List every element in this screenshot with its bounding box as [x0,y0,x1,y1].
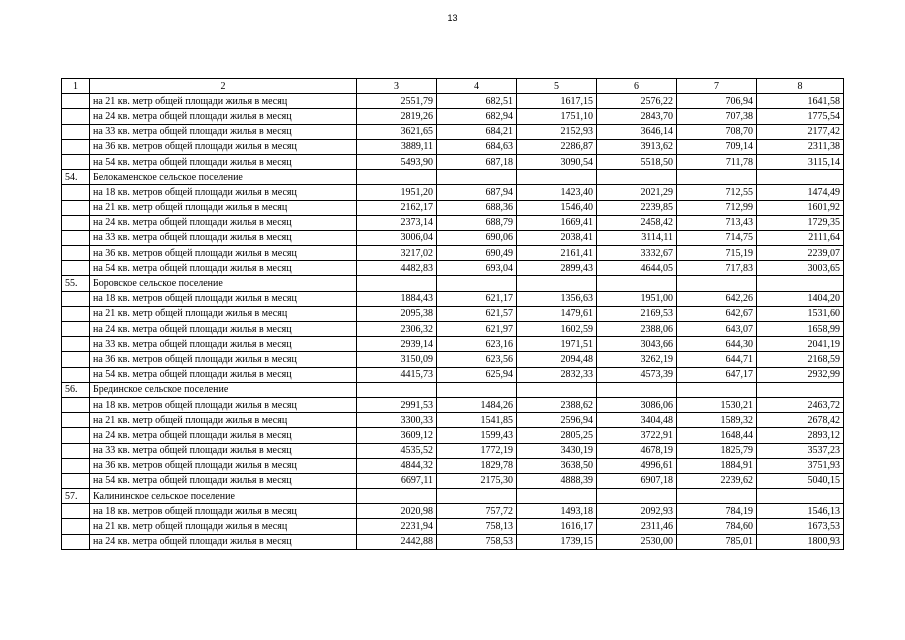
value-cell: 2169,53 [597,306,677,321]
table-row [62,504,844,519]
value-cell: 1404,20 [757,291,844,306]
empty-cell [677,170,757,185]
empty-cell [437,382,517,397]
value-cell: 758,13 [437,519,517,534]
value-cell: 714,75 [677,230,757,245]
section-number: 54. [62,170,90,185]
value-cell: 1531,60 [757,306,844,321]
value-cell: 784,19 [677,504,757,519]
empty-index-cell [62,504,90,519]
section-row [62,276,844,291]
empty-index-cell [62,94,90,109]
row-description: на 54 кв. метра общей площади жилья в месяц [90,154,357,169]
value-cell: 1530,21 [677,397,757,412]
empty-index-cell [62,443,90,458]
value-cell: 2306,32 [357,322,437,337]
empty-cell [437,170,517,185]
value-cell: 4535,52 [357,443,437,458]
value-cell: 1541,85 [437,413,517,428]
value-cell: 2373,14 [357,215,437,230]
value-cell: 1825,79 [677,443,757,458]
value-cell: 2832,33 [517,367,597,382]
value-cell: 4888,39 [517,473,597,488]
empty-index-cell [62,397,90,412]
value-cell: 4996,61 [597,458,677,473]
value-cell: 706,94 [677,94,757,109]
empty-index-cell [62,534,90,549]
column-header: 6 [597,79,677,94]
row-description: на 24 кв. метра общей площади жилья в месяц [90,322,357,337]
empty-index-cell [62,473,90,488]
empty-cell [597,170,677,185]
value-cell: 4678,19 [597,443,677,458]
page-number: 13 [447,13,458,23]
empty-cell [597,276,677,291]
value-cell: 1800,93 [757,534,844,549]
value-cell: 3537,23 [757,443,844,458]
empty-cell [757,382,844,397]
table-row [62,230,844,245]
value-cell: 682,51 [437,94,517,109]
value-cell: 1474,49 [757,185,844,200]
value-cell: 3217,02 [357,246,437,261]
value-cell: 5493,90 [357,154,437,169]
value-cell: 2177,42 [757,124,844,139]
value-cell: 2805,25 [517,428,597,443]
value-cell: 5518,50 [597,154,677,169]
table-row [62,261,844,276]
value-cell: 6907,18 [597,473,677,488]
value-cell: 2175,30 [437,473,517,488]
value-cell: 687,18 [437,154,517,169]
empty-index-cell [62,215,90,230]
value-cell: 1669,41 [517,215,597,230]
value-cell: 642,26 [677,291,757,306]
row-description: на 18 кв. метров общей площади жилья в месяц [90,291,357,306]
value-cell: 623,16 [437,337,517,352]
empty-index-cell [62,291,90,306]
empty-index-cell [62,139,90,154]
table-row [62,428,844,443]
value-cell: 1729,35 [757,215,844,230]
value-cell: 2678,42 [757,413,844,428]
table-row [62,519,844,534]
empty-index-cell [62,109,90,124]
value-cell: 621,17 [437,291,517,306]
row-description: на 18 кв. метров общей площади жилья в месяц [90,397,357,412]
empty-index-cell [62,413,90,428]
section-row [62,170,844,185]
value-cell: 2231,94 [357,519,437,534]
value-cell: 1617,15 [517,94,597,109]
table-row [62,306,844,321]
value-cell: 3913,62 [597,139,677,154]
value-cell: 623,56 [437,352,517,367]
value-cell: 715,19 [677,246,757,261]
value-cell: 1739,15 [517,534,597,549]
value-cell: 643,07 [677,322,757,337]
value-cell: 713,43 [677,215,757,230]
empty-index-cell [62,322,90,337]
value-cell: 6697,11 [357,473,437,488]
empty-cell [517,489,597,504]
row-description: на 36 кв. метров общей площади жилья в месяц [90,352,357,367]
value-cell: 1884,43 [357,291,437,306]
empty-cell [517,276,597,291]
value-cell: 1493,18 [517,504,597,519]
value-cell: 2899,43 [517,261,597,276]
empty-cell [677,489,757,504]
value-cell: 785,01 [677,534,757,549]
row-description: на 36 кв. метров общей площади жилья в месяц [90,246,357,261]
value-cell: 2932,99 [757,367,844,382]
empty-cell [757,276,844,291]
value-cell: 3150,09 [357,352,437,367]
value-cell: 2038,41 [517,230,597,245]
value-cell: 4644,05 [597,261,677,276]
row-description: на 24 кв. метра общей площади жилья в месяц [90,428,357,443]
value-cell: 3751,93 [757,458,844,473]
value-cell: 684,21 [437,124,517,139]
value-cell: 684,63 [437,139,517,154]
row-description: на 21 кв. метр общей площади жилья в месяц [90,200,357,215]
value-cell: 1951,20 [357,185,437,200]
value-cell: 2939,14 [357,337,437,352]
empty-index-cell [62,261,90,276]
value-cell: 1772,19 [437,443,517,458]
row-description: на 36 кв. метров общей площади жилья в месяц [90,139,357,154]
value-cell: 690,49 [437,246,517,261]
value-cell: 1751,10 [517,109,597,124]
value-cell: 690,06 [437,230,517,245]
empty-index-cell [62,337,90,352]
value-cell: 1616,17 [517,519,597,534]
value-cell: 647,17 [677,367,757,382]
table-row [62,109,844,124]
empty-index-cell [62,428,90,443]
value-cell: 1479,61 [517,306,597,321]
tariff-table [61,78,844,550]
section-title: Калининское сельское поселение [90,489,357,504]
value-cell: 1546,40 [517,200,597,215]
column-header: 1 [62,79,90,94]
value-cell: 3404,48 [597,413,677,428]
value-cell: 1884,91 [677,458,757,473]
table-row [62,124,844,139]
value-cell: 1484,26 [437,397,517,412]
row-description: на 33 кв. метра общей площади жилья в месяц [90,443,357,458]
value-cell: 1971,51 [517,337,597,352]
value-cell: 2819,26 [357,109,437,124]
row-description: на 21 кв. метр общей площади жилья в месяц [90,306,357,321]
table-row [62,473,844,488]
value-cell: 711,78 [677,154,757,169]
value-cell: 709,14 [677,139,757,154]
table-body [62,94,844,550]
table-row [62,352,844,367]
value-cell: 2162,17 [357,200,437,215]
value-cell: 2596,94 [517,413,597,428]
value-cell: 1658,99 [757,322,844,337]
table-row [62,443,844,458]
empty-index-cell [62,306,90,321]
empty-index-cell [62,246,90,261]
value-cell: 2152,93 [517,124,597,139]
section-title: Боровское сельское поселение [90,276,357,291]
empty-cell [677,276,757,291]
value-cell: 644,30 [677,337,757,352]
empty-index-cell [62,185,90,200]
row-description: на 24 кв. метра общей площади жилья в месяц [90,215,357,230]
row-description: на 24 кв. метра общей площади жилья в месяц [90,109,357,124]
section-number: 57. [62,489,90,504]
value-cell: 1951,00 [597,291,677,306]
section-title: Белокаменское сельское поселение [90,170,357,185]
empty-cell [597,382,677,397]
value-cell: 1673,53 [757,519,844,534]
table-row [62,139,844,154]
empty-cell [677,382,757,397]
value-cell: 4415,73 [357,367,437,382]
value-cell: 642,67 [677,306,757,321]
value-cell: 2092,93 [597,504,677,519]
row-description: на 33 кв. метра общей площади жилья в месяц [90,230,357,245]
value-cell: 2161,41 [517,246,597,261]
value-cell: 688,79 [437,215,517,230]
row-description: на 54 кв. метра общей площади жилья в месяц [90,367,357,382]
value-cell: 708,70 [677,124,757,139]
column-header: 8 [757,79,844,94]
section-row [62,382,844,397]
empty-cell [357,489,437,504]
value-cell: 3003,65 [757,261,844,276]
value-cell: 3722,91 [597,428,677,443]
value-cell: 3621,65 [357,124,437,139]
value-cell: 2094,48 [517,352,597,367]
empty-index-cell [62,230,90,245]
value-cell: 3332,67 [597,246,677,261]
value-cell: 3115,14 [757,154,844,169]
value-cell: 4482,83 [357,261,437,276]
section-number: 55. [62,276,90,291]
empty-cell [357,382,437,397]
empty-cell [437,276,517,291]
empty-cell [517,170,597,185]
table-row [62,215,844,230]
value-cell: 2843,70 [597,109,677,124]
column-header: 5 [517,79,597,94]
value-cell: 2388,06 [597,322,677,337]
value-cell: 1602,59 [517,322,597,337]
value-cell: 2095,38 [357,306,437,321]
table-row [62,154,844,169]
value-cell: 2458,42 [597,215,677,230]
table-row [62,291,844,306]
value-cell: 621,57 [437,306,517,321]
empty-index-cell [62,458,90,473]
value-cell: 707,38 [677,109,757,124]
value-cell: 2239,07 [757,246,844,261]
row-description: на 21 кв. метр общей площади жилья в месяц [90,94,357,109]
column-header: 3 [357,79,437,94]
value-cell: 2239,62 [677,473,757,488]
value-cell: 2311,46 [597,519,677,534]
value-cell: 693,04 [437,261,517,276]
value-cell: 712,55 [677,185,757,200]
value-cell: 2041,19 [757,337,844,352]
row-description: на 24 кв. метра общей площади жилья в месяц [90,534,357,549]
value-cell: 784,60 [677,519,757,534]
value-cell: 2111,64 [757,230,844,245]
empty-index-cell [62,200,90,215]
value-cell: 3609,12 [357,428,437,443]
value-cell: 2168,59 [757,352,844,367]
table-row [62,367,844,382]
value-cell: 2388,62 [517,397,597,412]
table-row [62,413,844,428]
value-cell: 2576,22 [597,94,677,109]
value-cell: 1775,54 [757,109,844,124]
value-cell: 1641,58 [757,94,844,109]
section-row [62,489,844,504]
row-description: на 54 кв. метра общей площади жилья в месяц [90,261,357,276]
value-cell: 2286,87 [517,139,597,154]
empty-index-cell [62,352,90,367]
column-header: 4 [437,79,517,94]
header-row [62,79,844,94]
empty-cell [517,382,597,397]
value-cell: 2239,85 [597,200,677,215]
value-cell: 3646,14 [597,124,677,139]
empty-index-cell [62,124,90,139]
value-cell: 3043,66 [597,337,677,352]
empty-index-cell [62,367,90,382]
value-cell: 3114,11 [597,230,677,245]
value-cell: 2893,12 [757,428,844,443]
empty-cell [437,489,517,504]
value-cell: 2020,98 [357,504,437,519]
value-cell: 4844,32 [357,458,437,473]
value-cell: 3262,19 [597,352,677,367]
row-description: на 21 кв. метр общей площади жилья в месяц [90,519,357,534]
column-header: 7 [677,79,757,94]
value-cell: 1589,32 [677,413,757,428]
table-row [62,246,844,261]
value-cell: 682,94 [437,109,517,124]
row-description: на 54 кв. метра общей площади жилья в месяц [90,473,357,488]
value-cell: 3638,50 [517,458,597,473]
row-description: на 33 кв. метра общей площади жилья в месяц [90,124,357,139]
value-cell: 3889,11 [357,139,437,154]
value-cell: 757,72 [437,504,517,519]
value-cell: 1546,13 [757,504,844,519]
empty-cell [357,170,437,185]
value-cell: 1648,44 [677,428,757,443]
empty-index-cell [62,519,90,534]
value-cell: 3300,33 [357,413,437,428]
value-cell: 625,94 [437,367,517,382]
value-cell: 2311,38 [757,139,844,154]
value-cell: 712,99 [677,200,757,215]
row-description: на 21 кв. метр общей площади жилья в месяц [90,413,357,428]
table-row [62,322,844,337]
row-description: на 18 кв. метров общей площади жилья в месяц [90,185,357,200]
value-cell: 1356,63 [517,291,597,306]
value-cell: 3090,54 [517,154,597,169]
value-cell: 644,71 [677,352,757,367]
value-cell: 3430,19 [517,443,597,458]
value-cell: 1829,78 [437,458,517,473]
column-header: 2 [90,79,357,94]
row-description: на 36 кв. метров общей площади жилья в месяц [90,458,357,473]
table-row [62,94,844,109]
value-cell: 1601,92 [757,200,844,215]
section-title: Брединское сельское поселение [90,382,357,397]
row-description: на 33 кв. метра общей площади жилья в месяц [90,337,357,352]
section-number: 56. [62,382,90,397]
table-row [62,185,844,200]
value-cell: 4573,39 [597,367,677,382]
value-cell: 688,36 [437,200,517,215]
empty-cell [597,489,677,504]
value-cell: 2991,53 [357,397,437,412]
value-cell: 2442,88 [357,534,437,549]
value-cell: 2463,72 [757,397,844,412]
table-row [62,200,844,215]
value-cell: 758,53 [437,534,517,549]
empty-cell [757,489,844,504]
value-cell: 3086,06 [597,397,677,412]
value-cell: 717,83 [677,261,757,276]
value-cell: 5040,15 [757,473,844,488]
empty-cell [757,170,844,185]
table-row [62,534,844,549]
value-cell: 2551,79 [357,94,437,109]
value-cell: 687,94 [437,185,517,200]
row-description: на 18 кв. метров общей площади жилья в месяц [90,504,357,519]
value-cell: 1423,40 [517,185,597,200]
value-cell: 1599,43 [437,428,517,443]
table-row [62,458,844,473]
value-cell: 2530,00 [597,534,677,549]
empty-index-cell [62,154,90,169]
table-row [62,337,844,352]
value-cell: 2021,29 [597,185,677,200]
value-cell: 621,97 [437,322,517,337]
table-row [62,397,844,412]
value-cell: 3006,04 [357,230,437,245]
empty-cell [357,276,437,291]
